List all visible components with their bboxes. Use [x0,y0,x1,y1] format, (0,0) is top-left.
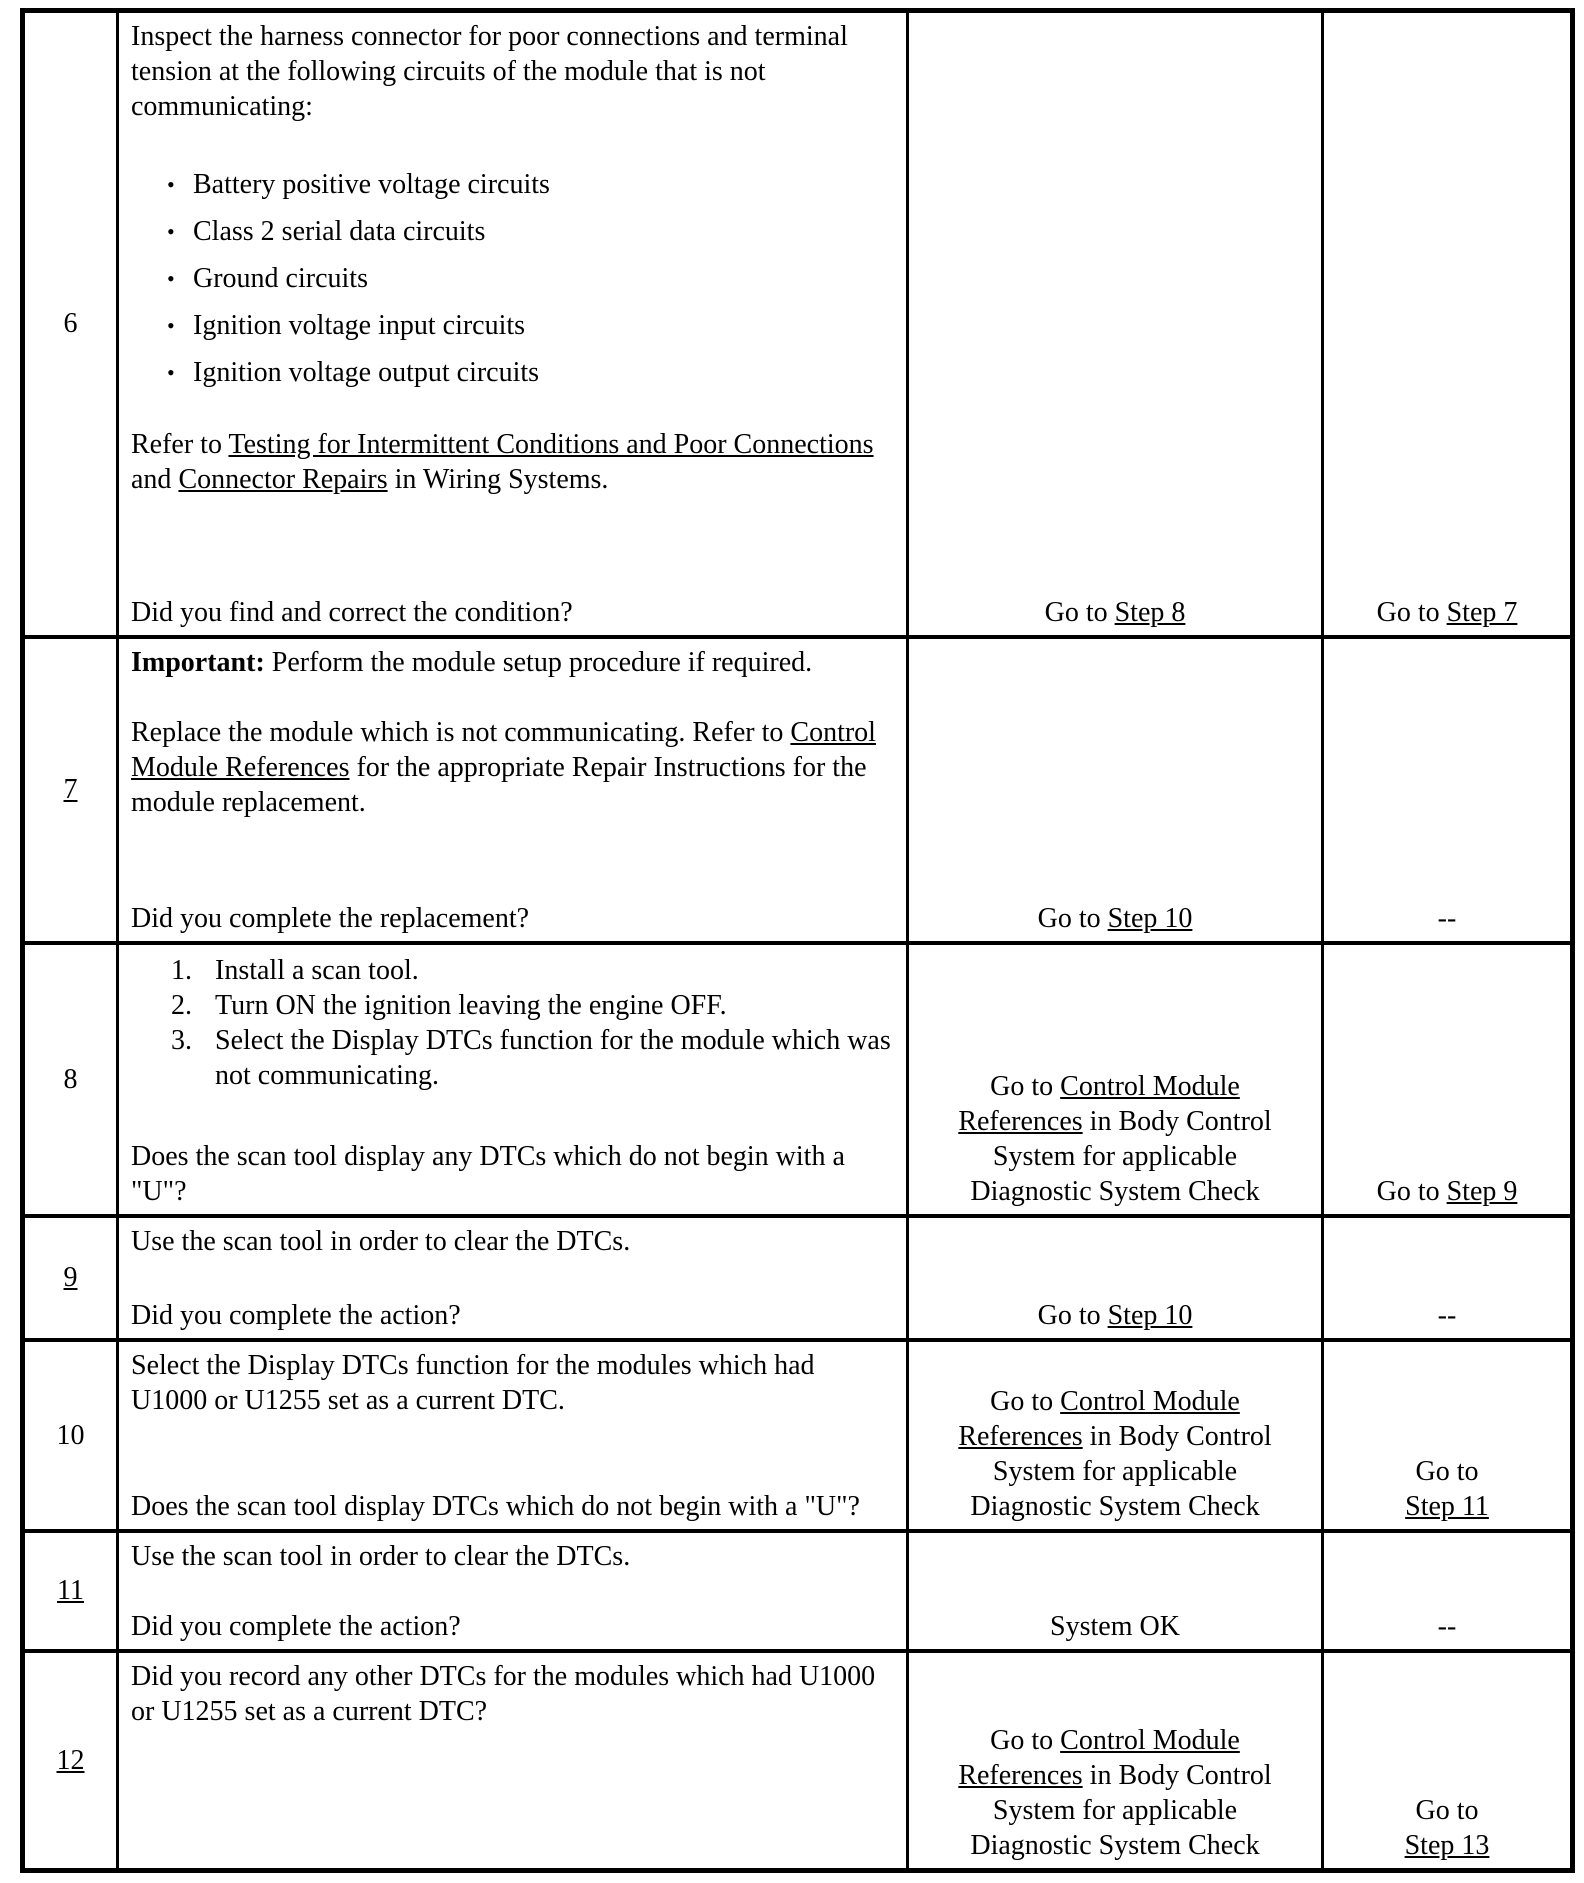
text-segment: Ignition voltage output circuits [193,357,540,388]
numbered-item [171,1023,894,1093]
result-line [1332,1298,1562,1333]
numbered-item [171,988,894,1023]
text-segment: Battery positive voltage circuits [193,169,550,200]
text-segment: Go to [1037,902,1108,934]
action-text [131,1224,894,1259]
result-line [917,1489,1313,1524]
bullet-item [167,308,894,343]
bullet-icon: • [167,313,175,338]
text-segment: in Body Control [1082,1420,1272,1452]
link-control-module[interactable]: Control Module [1060,1385,1240,1417]
no-cell [1323,1531,1573,1651]
action-content [119,1653,906,1869]
step-cell [23,943,118,1216]
step-number-11[interactable]: 11 [57,1575,84,1606]
text-segment: Diagnostic System Check [970,1830,1260,1861]
no-cell [1323,1340,1573,1531]
bullet-item [167,167,894,202]
step-number-6: 6 [63,308,78,340]
text-segment: in Body Control [1082,1760,1272,1791]
text-segment: Did you complete the action? [131,1610,461,1642]
text-segment: Use the scan tool in order to clear the DTCs. [131,1540,631,1572]
text-segment: Go to [1376,1175,1447,1207]
spacer [131,392,894,427]
text-segment: in Wiring Systems. [387,464,609,495]
no-cell [1323,11,1573,637]
bullet-icon: • [167,219,175,244]
action-text [131,645,894,680]
spacer [131,124,894,159]
bullet-list [131,159,894,392]
step-number-8: 8 [63,1063,78,1095]
text-segment: Ignition voltage input circuits [193,310,526,341]
result-line [1332,1609,1562,1644]
text-segment: and [131,464,179,495]
table-row-step-10 [23,1340,1573,1531]
link-step-10[interactable]: Step 10 [1107,902,1193,934]
action-cell [118,637,908,943]
result-line [917,1104,1313,1139]
action-cell [118,1340,908,1531]
link-step-9[interactable]: Step 9 [1446,1175,1518,1207]
text-segment: Install a scan tool. [215,954,419,986]
yes-cell [908,1531,1323,1651]
numbered-text [215,988,727,1023]
text-segment: System for applicable [992,1455,1238,1487]
text-segment: System for applicable [992,1795,1238,1826]
result-line [917,1828,1313,1863]
numbered-text [215,1023,894,1093]
bullet-text [193,167,550,202]
text-segment: Did you complete the replacement? [131,902,530,934]
numbered-text [215,953,419,988]
no-cell [1323,1216,1573,1340]
action-cell [118,1531,908,1651]
result-line [917,1139,1313,1174]
link-references[interactable]: References [958,1420,1083,1452]
text-segment: Replace the module which is not communicating. Refer to [131,716,791,748]
action-cell [118,1651,908,1871]
result-line [917,1758,1313,1793]
action-content [119,1218,906,1338]
result-line [917,1793,1313,1828]
action-text [131,19,894,124]
item-number: 2. [171,989,192,1021]
action-text [131,1348,894,1418]
step-cell [23,637,118,943]
bullet-text [193,214,485,249]
question-text [131,901,894,936]
text-segment: Refer to [131,429,229,460]
link-step-13[interactable]: Step 13 [1404,1830,1490,1861]
result-line [917,1174,1313,1209]
link-control-module[interactable]: Control Module [1060,1725,1240,1756]
table-body [23,11,1573,1871]
numbered-item [171,953,894,988]
yes-cell [908,1216,1323,1340]
question-text [131,1298,894,1333]
text-segment: -- [1437,1610,1457,1642]
table-row-step-11 [23,1531,1573,1651]
link-step-10[interactable]: Step 10 [1107,1299,1193,1331]
bullet-icon: • [167,172,175,197]
bullet-item [167,261,894,296]
link-testing-for-intermittent-conditions-and-poor-connections[interactable]: Testing for Intermittent Conditions and Poor Connections [228,429,874,460]
result-line [1332,1793,1562,1828]
question-text [131,1609,894,1644]
link-connector-repairs[interactable]: Connector Repairs [178,464,388,495]
action-content [119,13,906,635]
step-number-12[interactable]: 12 [56,1744,85,1776]
result-line [1332,1828,1562,1863]
text-segment: System OK [1050,1610,1180,1642]
table-row-step-8 [23,943,1573,1216]
bullet-item [167,355,894,390]
bullet-text [193,261,368,296]
link-step-7[interactable]: Step 7 [1446,596,1518,628]
action-text [131,715,894,820]
text-segment: Turn ON the ignition leaving the engine OFF. [215,989,727,1021]
action-cell [118,1216,908,1340]
result-line [917,1419,1313,1454]
action-text [131,1659,894,1729]
text-segment: Select the Display DTCs function for the modules which had U1000 or U1255 set as a current DTC. [131,1349,815,1416]
text-segment: Diagnostic System Check [970,1490,1260,1522]
no-cell [1323,1651,1573,1871]
text-segment: Diagnostic System Check [970,1175,1260,1207]
table-row-step-7 [23,637,1573,943]
text-segment: Go to [1376,596,1447,628]
item-number: 3. [171,1024,192,1056]
step-cell [23,1340,118,1531]
yes-cell [908,1340,1323,1531]
action-content [119,639,906,941]
yes-cell [908,943,1323,1216]
action-text [131,1539,894,1574]
result-line [1332,1489,1562,1524]
no-cell [1323,637,1573,943]
text-segment: Go to [990,1385,1061,1417]
bullet-text [193,355,539,390]
step-cell [23,11,118,637]
step-number-7[interactable]: 7 [63,774,78,805]
text-segment: Go to [990,1725,1061,1756]
result-line [917,1069,1313,1104]
text-segment: -- [1437,902,1457,934]
result-line [917,1384,1313,1419]
text-segment: Ground circuits [193,263,368,294]
question-text [131,1489,894,1524]
yes-cell [908,1651,1323,1871]
action-cell [118,943,908,1216]
step-number-9[interactable]: 9 [63,1262,78,1293]
result-line [1332,595,1562,630]
result-line [917,1609,1313,1644]
result-line [1332,1174,1562,1209]
step-cell [23,1651,118,1871]
action-content [119,1533,906,1649]
result-line [917,1454,1313,1489]
text-segment: Does the scan tool display DTCs which do not begin with a "U"? [131,1490,860,1522]
text-segment: for the appropriate Repair Instructions for the module replacement. [131,751,867,818]
result-line [917,901,1313,936]
bullet-icon: • [167,360,175,385]
table-row-step-6 [23,11,1573,637]
link-references[interactable]: References [958,1105,1083,1137]
text-segment: Go to [1044,596,1115,628]
text-segment: Important: [131,646,265,678]
bullet-text [193,308,525,343]
link-control-module-references[interactable]: Control Module References [131,716,876,783]
result-line [917,1723,1313,1758]
action-content [119,1342,906,1529]
text-segment: Class 2 serial data circuits [193,216,486,247]
diagnostic-step-table [20,8,1575,1873]
text-segment: Use the scan tool in order to clear the DTCs. [131,1225,631,1257]
no-cell [1323,943,1573,1216]
spacer [131,680,894,715]
text-segment: Go to [1415,1455,1479,1487]
link-step-8[interactable]: Step 8 [1114,596,1186,628]
action-text [131,427,894,497]
action-cell [118,11,908,637]
text-segment: Did you complete the action? [131,1299,461,1331]
numbered-list [131,951,894,1093]
table-row-step-12 [23,1651,1573,1871]
step-number-10: 10 [56,1419,85,1451]
text-segment: -- [1437,1299,1457,1331]
bullet-item [167,214,894,249]
table-row-step-9 [23,1216,1573,1340]
result-line [917,595,1313,630]
text-segment: Go to [990,1070,1061,1102]
question-text [131,595,894,630]
result-line [917,1298,1313,1333]
link-references[interactable]: References [958,1760,1083,1791]
yes-cell [908,637,1323,943]
text-segment: Go to [1415,1795,1479,1826]
question-text [131,1139,894,1209]
text-segment: Perform the module setup procedure if required. [264,646,813,678]
item-number: 1. [171,954,192,986]
link-control-module[interactable]: Control Module [1060,1070,1240,1102]
step-cell [23,1216,118,1340]
yes-cell [908,11,1323,637]
text-segment: Inspect the harness connector for poor connections and terminal tension at the following circuits of the module that is not communicating: [131,21,848,122]
text-segment: Did you find and correct the condition? [131,596,573,628]
text-segment: Did you record any other DTCs for the modules which had U1000 or U1255 set as a current DTC? [131,1660,876,1727]
text-segment: Go to [1037,1299,1108,1331]
step-cell [23,1531,118,1651]
bullet-icon: • [167,266,175,291]
action-content [119,945,906,1214]
result-line [1332,1454,1562,1489]
text-segment: in Body Control [1082,1105,1272,1137]
link-step-11[interactable]: Step 11 [1405,1490,1489,1522]
text-segment: Does the scan tool display any DTCs which do not begin with a "U"? [131,1140,845,1207]
result-line [1332,901,1562,936]
text-segment: Select the Display DTCs function for the module which was not communicating. [215,1024,891,1091]
text-segment: System for applicable [992,1140,1238,1172]
